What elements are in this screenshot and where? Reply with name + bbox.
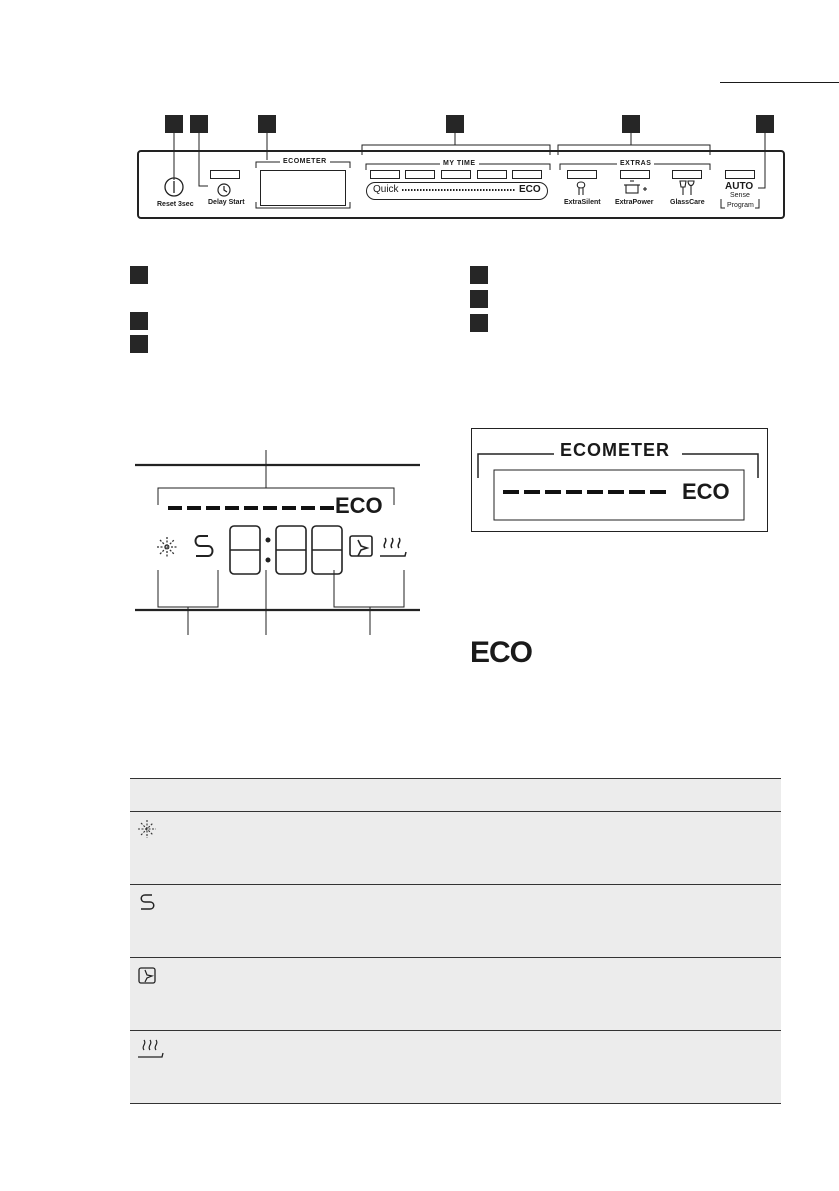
sense-label: Sense: [730, 192, 750, 199]
my-time-label: MY TIME: [440, 160, 479, 167]
legend-6: [470, 314, 488, 332]
delay-start-led: [210, 170, 240, 179]
display-diagram: [130, 450, 430, 635]
extra-silent-icon[interactable]: [572, 179, 590, 197]
ecometer-window: [260, 170, 346, 206]
extra-label-3: GlassCare: [670, 199, 705, 206]
legend-5: [470, 290, 488, 308]
salt-icon: [136, 891, 158, 913]
glass-care-led: [672, 170, 702, 179]
ecometer-box-bars: [503, 488, 683, 496]
my-time-led-2: [405, 170, 435, 179]
legend-2: [130, 312, 148, 330]
slider-quick-label: Quick: [373, 184, 399, 195]
eco-symbol: ECO: [470, 636, 533, 669]
slider-eco-label: ECO: [519, 184, 541, 195]
legend-3: [130, 335, 148, 353]
extra-label-2: ExtraPower: [615, 199, 654, 206]
display-eco-text: ECO: [335, 493, 383, 518]
my-time-led-5: [512, 170, 542, 179]
machine-care-icon: [136, 964, 158, 986]
delay-start-label: Delay Start: [208, 199, 245, 206]
extras-label: EXTRAS: [617, 160, 654, 167]
indicator-table: [130, 778, 781, 1104]
table-row: [130, 958, 781, 1031]
drying-icon: [136, 1037, 166, 1061]
extra-power-icon[interactable]: [624, 179, 648, 197]
table-row: [130, 812, 781, 885]
extra-power-led: [620, 170, 650, 179]
extra-label-1: ExtraSilent: [564, 199, 601, 206]
my-time-led-4: [477, 170, 507, 179]
glass-care-icon[interactable]: [677, 179, 697, 197]
clock-icon[interactable]: [216, 182, 232, 198]
table-header: [130, 779, 781, 812]
extra-silent-led: [567, 170, 597, 179]
legend-1: [130, 266, 148, 284]
ecometer-box-eco: ECO: [682, 479, 730, 504]
slider-dots: [402, 187, 516, 193]
ecometer-box-title: ECOMETER: [560, 440, 671, 460]
program-label: Program: [727, 202, 754, 209]
my-time-led-1: [370, 170, 400, 179]
reset-label: Reset 3sec: [157, 201, 194, 208]
power-button-icon[interactable]: [163, 176, 185, 198]
table-row: [130, 885, 781, 958]
my-time-led-3: [441, 170, 471, 179]
callout-leaders: [0, 0, 839, 260]
auto-label[interactable]: AUTO: [725, 181, 754, 192]
ecometer-label: ECOMETER: [280, 158, 330, 165]
rinse-aid-icon: [136, 818, 158, 840]
table-row: [130, 1031, 781, 1104]
auto-sense-led: [725, 170, 755, 179]
legend-4: [470, 266, 488, 284]
